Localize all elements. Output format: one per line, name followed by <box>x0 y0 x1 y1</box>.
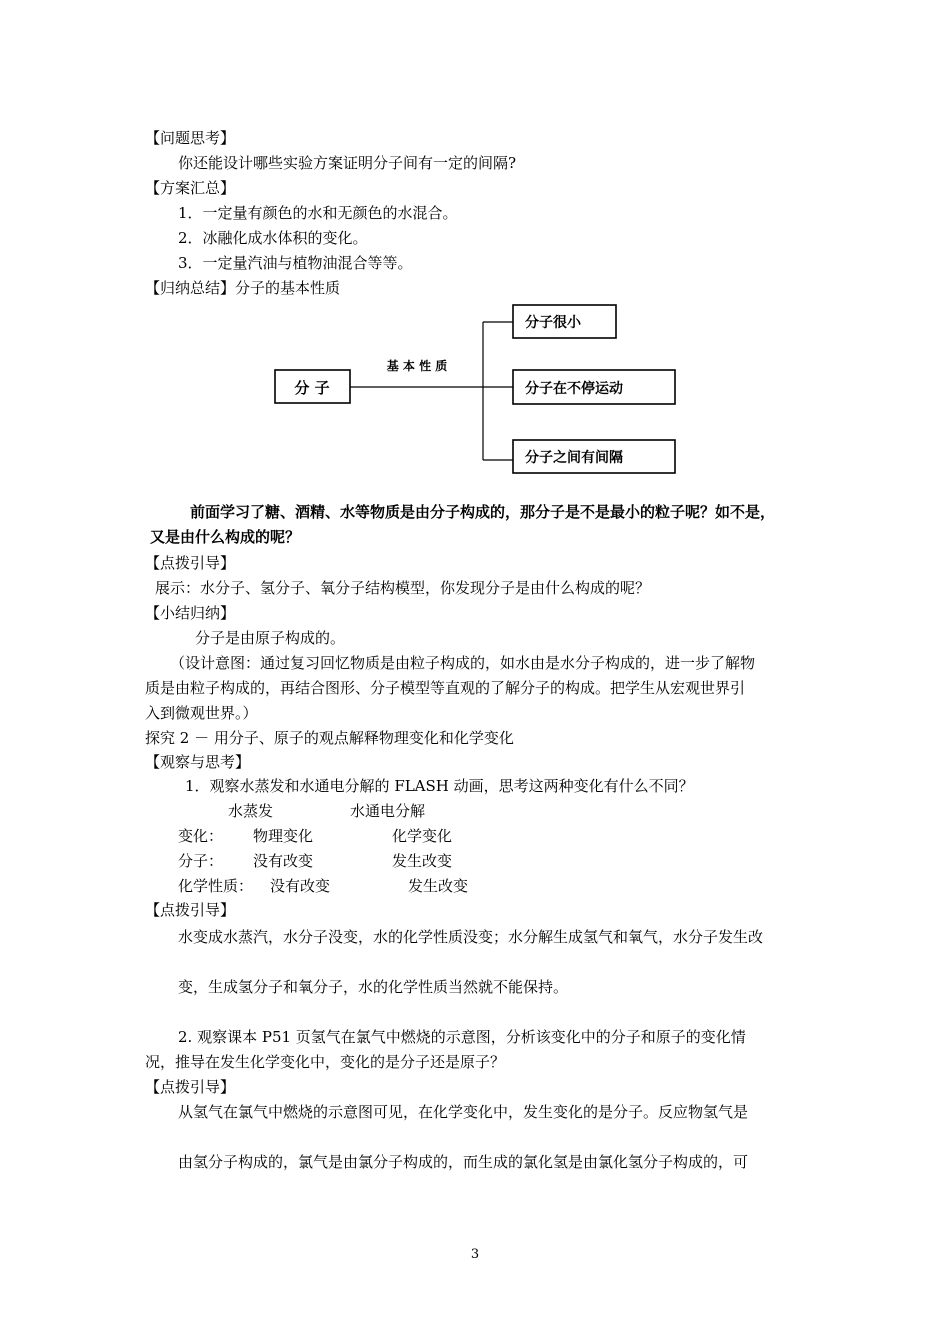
heading-guidance: 【点拨引导】 <box>145 901 236 919</box>
table-row-label: 分子： <box>178 852 224 870</box>
molecule-properties-diagram <box>270 300 690 480</box>
design-note: 入到微观世界。） <box>145 704 258 722</box>
heading-observe: 【观察与思考】 <box>145 753 251 771</box>
design-note: 质是由粒子构成的，再结合图形、分子模型等直观的了解分子的构成。把学生从宏观世界引 <box>145 679 746 697</box>
paragraph: 况，推导在发生化学变化中，变化的是分子还是原子？ <box>145 1053 506 1071</box>
table-header: 水通电分解 <box>350 802 426 820</box>
paragraph: 变，生成氢分子和氧分子，水的化学性质当然就不能保持。 <box>178 978 569 996</box>
table-cell: 物理变化 <box>253 827 314 845</box>
list-item: 2．冰融化成水体积的变化。 <box>178 229 368 247</box>
heading-question: 【问题思考】 <box>145 129 236 147</box>
table-cell: 化学变化 <box>392 827 453 845</box>
paragraph-bold: 前面学习了糖、酒精、水等物质是由分子构成的，那分子是不是最小的粒子呢？如不是， <box>190 503 776 521</box>
diagram-root-label: 分 子 <box>294 379 330 397</box>
paragraph-bold: 又是由什么构成的呢？ <box>150 528 301 546</box>
table-header: 水蒸发 <box>228 802 274 820</box>
table-cell: 发生改变 <box>408 877 469 895</box>
paragraph: 展示：水分子、氢分子、氧分子结构模型，你发现分子是由什么构成的呢？ <box>155 579 651 597</box>
heading-conclusion: 【小结归纳】 <box>145 604 236 622</box>
diagram-connector-label: 基 本 性 质 <box>386 359 448 373</box>
heading-summary: 【归纳总结】分子的基本性质 <box>145 279 341 297</box>
section-title: 探究 2 － 用分子、原子的观点解释物理变化和化学变化 <box>145 729 514 747</box>
table-row-label: 变化： <box>178 827 224 845</box>
table-cell: 没有改变 <box>253 852 314 870</box>
table-cell: 没有改变 <box>270 877 331 895</box>
paragraph: 水变成水蒸汽，水分子没变，水的化学性质没变；水分解生成氢气和氧气，水分子发生改 <box>178 928 764 946</box>
table-cell: 发生改变 <box>392 852 453 870</box>
diagram-branch-label: 分子在不停运动 <box>525 381 623 397</box>
list-item: 1．一定量有颜色的水和无颜色的水混合。 <box>178 204 458 222</box>
paragraph: 由氢分子构成的，氯气是由氯分子构成的，而生成的氯化氢是由氯化氢分子构成的，可 <box>178 1153 749 1171</box>
list-item: 3．一定量汽油与植物油混合等等。 <box>178 254 413 272</box>
heading-guidance: 【点拨引导】 <box>145 1078 236 1096</box>
heading-plans: 【方案汇总】 <box>145 179 236 197</box>
table-row-label: 化学性质： <box>178 877 254 895</box>
page-number: 3 <box>470 1247 480 1262</box>
design-note: （设计意图：通过复习回忆物质是由粒子构成的，如水由是水分子构成的，进一步了解物 <box>170 654 756 672</box>
paragraph: 你还能设计哪些实验方案证明分子间有一定的间隔? <box>178 154 517 172</box>
heading-guidance: 【点拨引导】 <box>145 554 236 572</box>
paragraph: 从氢气在氯气中燃烧的示意图可见，在化学变化中，发生变化的是分子。反应物氢气是 <box>178 1103 749 1121</box>
paragraph: 1．观察水蒸发和水通电分解的 FLASH 动画，思考这两种变化有什么不同？ <box>185 777 694 795</box>
diagram-branch-label: 分子之间有间隔 <box>525 450 623 466</box>
diagram-branch-label: 分子很小 <box>525 315 581 331</box>
paragraph: 分子是由原子构成的。 <box>195 629 346 647</box>
paragraph: 2. 观察课本 P51 页氢气在氯气中燃烧的示意图，分析该变化中的分子和原子的变化情 <box>178 1028 746 1046</box>
